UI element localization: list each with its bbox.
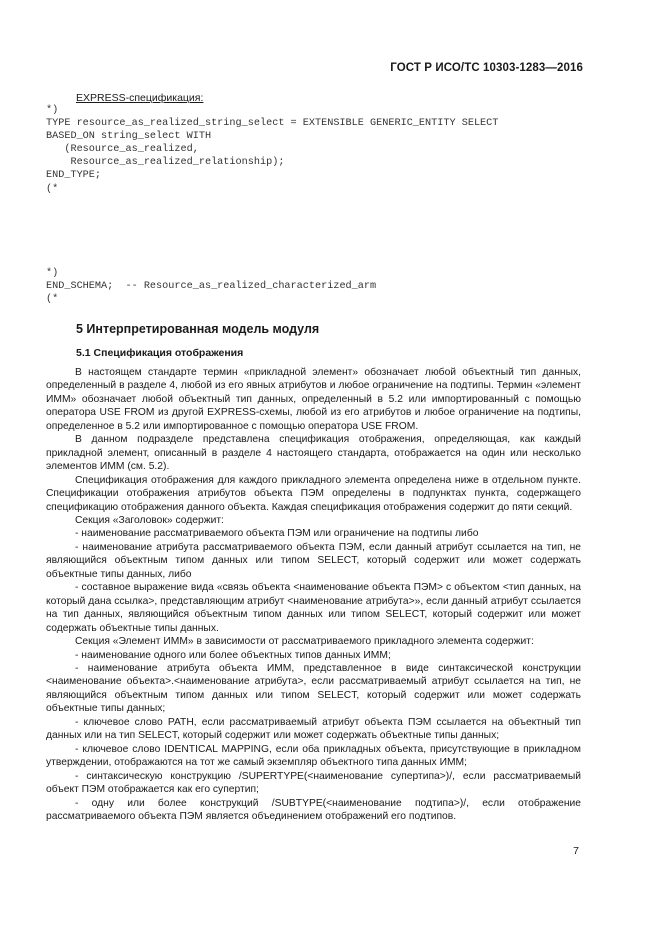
list-item: - наименование атрибута объекта ИММ, представленное в виде синтаксической конструкции <наименование объекта>.<наименование атрибута>, если рассматриваемый атрибут ссылается на тип, не являющийся объектным типом данных или типом SELECT, который содержит или может содержать объектные типы данных;: [46, 662, 581, 715]
express-code-block-end-schema: *) END_SCHEMA; -- Resource_as_realized_characterized_arm (*: [46, 268, 377, 306]
standard-header: ГОСТ Р ИСО/ТС 10303-1283—2016: [390, 62, 583, 74]
paragraph: Секция «Элемент ИММ» в зависимости от рассматриваемого прикладного элемента содержит:: [75, 636, 534, 648]
list-item: - одну или более конструкций /SUBTYPE(<наименование подтипа>)/, если отображение рассматриваемого объекта ПЭМ является объединением отображений его подтипов.: [46, 797, 581, 822]
list-item: - наименование рассматриваемого объекта ПЭМ или ограничение на подтипы либо: [75, 528, 479, 540]
body-text: [46, 366, 581, 823]
express-code-block-type: *) TYPE resource_as_realized_string_select = EXTENSIBLE GENERIC_ENTITY SELECT BASED_ON string_select WITH (Resource_as_realized, Resource_as_realized_relationship); END_TYPE; (*: [46, 105, 499, 195]
paragraph: Спецификация отображения для каждого прикладного элемента определена ниже в отдельном пункте. Спецификации отображения атрибутов объекта ПЭМ определены в подпунктах пункта, содержащего спецификацию отображения данного объекта. Каждая спецификация отображения содержит до пяти секций.: [46, 474, 581, 513]
section-5-heading: 5 Интерпретированная модель модуля: [76, 322, 320, 336]
paragraph: В настоящем стандарте термин «прикладной элемент» обозначает любой объектный тип данных, определенный в разделе 4, любой из его явных атрибутов и любое ограничение на подтипы. Термин «элемент ИММ» обозначает любой объектный тип данных, определенный в 5.2 или импортированный с помощью оператора USE FROM из другой EXPRESS-схемы, любой из его атрибутов и любое ограничение на подтипы, определенное в 5.2 или импортированное с помощью оператора USE FROM.: [46, 367, 581, 432]
paragraph: В данном подразделе представлена спецификация отображения, определяющая, как каждый прикладной элемент, описанный в разделе 4 настоящего стандарта, отображается на один или несколько элементов ИММ (см. 5.2).: [46, 434, 581, 473]
section-5-1-heading: 5.1 Спецификация отображения: [76, 347, 244, 359]
list-item: - составное выражение вида «связь объекта <наименование объекта ПЭМ> с объектом <тип данных, на который дана ссылка>, представляющим атрибут <наименование атрибута>», если данный атрибут ссылается на тип данных, являющийся объектным типом данных или типом SELECT, который содержит или может содержать объектные типы данных.: [46, 582, 581, 634]
list-item: - ключевое слово IDENTICAL MAPPING, если оба прикладных объекта, присутствующие в прикладном утверждении, отображаются на тот же самый экземпляр объектного типа данных ИММ;: [46, 743, 581, 769]
paragraph: Секция «Заголовок» содержит:: [75, 514, 224, 526]
list-item: - наименование атрибута рассматриваемого объекта ПЭМ, если данный атрибут ссылается на тип, не являющийся объектным типом данных или типом SELECT, который содержит или может содержать объектные типы данных, либо: [46, 541, 581, 580]
list-item: - наименование одного или более объектных типов данных ИММ;: [75, 649, 391, 661]
express-spec-label: EXPRESS-спецификация:: [76, 92, 204, 104]
page-number: 7: [573, 845, 579, 857]
list-item: - ключевое слово PATH, если рассматриваемый атрибут объекта ПЭМ ссылается на объектный тип данных или на тип SELECT, который содержит или может содержать объектные типы данных;: [46, 716, 581, 742]
list-item: - синтаксическую конструкцию /SUPERTYPE(<наименование супертипа>)/, если рассматриваемый объект ПЭМ отображается как его супертип;: [46, 770, 581, 796]
